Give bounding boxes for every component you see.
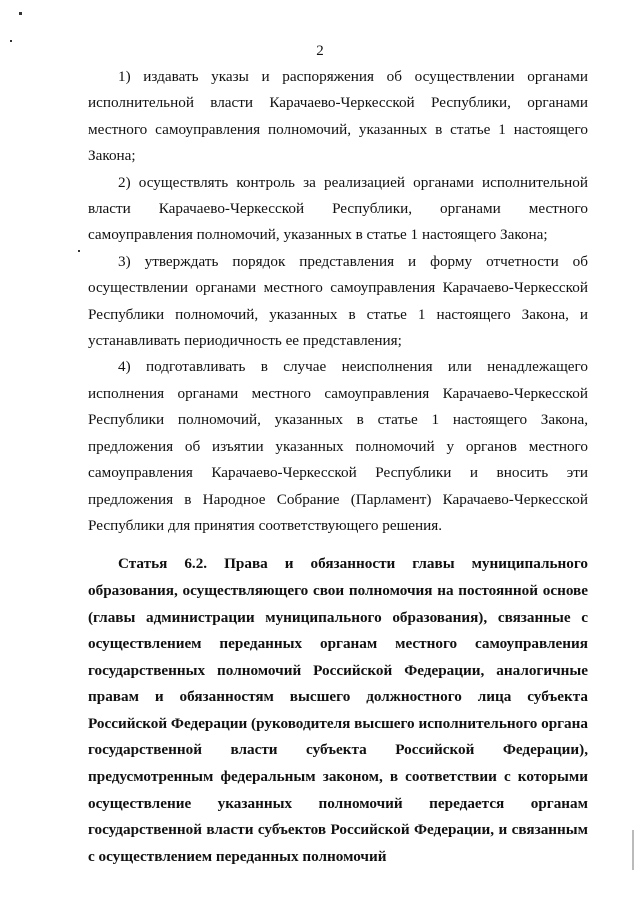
scan-edge-line — [632, 830, 634, 870]
article-title: Права и обязанности главы муниципального образования, осуществляющего свои полномочия на постоянной основе (главы администрации муниципального образования), связанные с осуществлением переданных органам местного самоуправления государственных полномочий Российской Федерации, аналогичные правам и обязанностям высшего должностного лица субъекта Российской Федерации (руководителя высшего исполнительного органа государственной власти субъекта Российской Федерации), предусмотренным федеральным законом, в соответствии с которыми осуществление указанных полномочий передается органам государственной власти субъектов Российской Федерации, и связанным с осуществлением переданных полномочий — [88, 555, 588, 865]
paragraph-item-3: 3) утверждать порядок представления и форму отчетности об осуществлении органами местного самоуправления Карачаево-Черкесской Республики полномочий, указанных в статье 1 настоящего Закона, и устанавливать периодичность ее представления; — [88, 252, 588, 350]
page-number: 2 — [316, 43, 324, 59]
paragraph-item-2: 2) осуществлять контроль за реализацией органами исполнительной власти Карачаево-Черкесской Республики, органами местного самоуправления полномочий, указанных в статье 1 настоящего Закона; — [88, 173, 588, 244]
article-heading — [88, 551, 588, 870]
document-body — [88, 64, 588, 870]
paragraph-item-1: 1) издавать указы и распоряжения об осуществлении органами исполнительной власти Карачаево-Черкесской Республики, органами местного самоуправления полномочий, указанных в статье 1 настоящего Закона; — [88, 68, 588, 165]
article-label: Статья 6.2. — [118, 555, 208, 573]
scan-speck — [19, 12, 22, 15]
scan-speck — [78, 250, 80, 252]
paragraph-item-4: 4) подготавливать в случае неисполнения или ненадлежащего исполнения органами местного самоуправления Карачаево-Черкесской Республики полномочий, указанных в статье 1 настоящего Закона, предложения об изъятии указанных полномочий у органов местного самоуправления Карачаево-Черкесской Республики и вносить эти предложения в Народное Собрание (Парламент) Карачаево-Черкесской Республики для принятия соответствующего решения. — [88, 358, 588, 534]
